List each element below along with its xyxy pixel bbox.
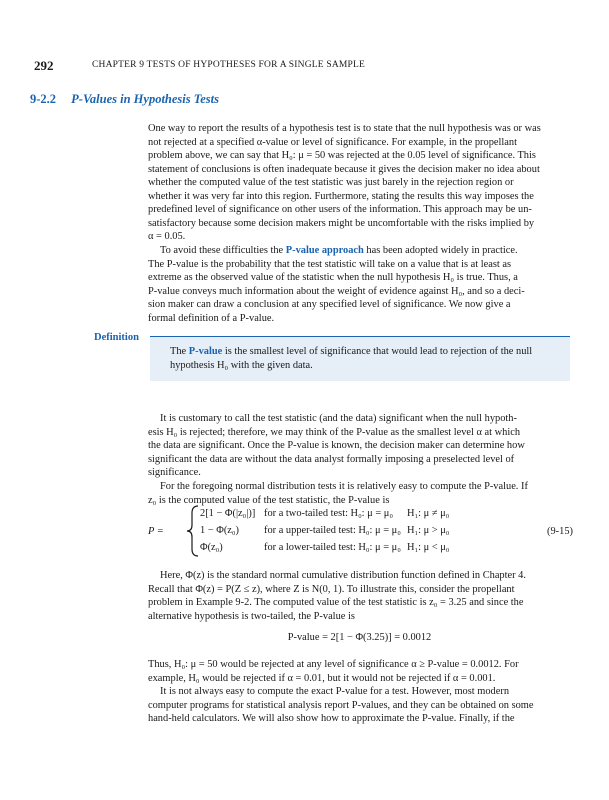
running-title: CHAPTER 9 TESTS OF HYPOTHESES FOR A SINGLE SAMPLE — [92, 60, 366, 70]
paragraph-2 — [148, 244, 571, 325]
paragraph-7 — [148, 685, 571, 726]
text-line: sion maker can draw a conclusion at any specified level of significance. We now give a — [148, 299, 511, 311]
text-line: z₀ is the computed value of the test statistic, the P-value is — [148, 494, 390, 506]
text-line: problem in Example 9-2. The computed value of the test statistic is z₀ = 3.25 and since the — [148, 597, 524, 609]
equation-number: (9-15) — [547, 526, 573, 537]
text-line: whether it was very far into this region. Furthermore, stating the results this way imposes the — [148, 190, 534, 202]
case-alternative: H₁: μ < μ₀ — [407, 542, 450, 553]
text-line: It is not always easy to compute the exact P-value for a test. However, most modern — [160, 686, 510, 697]
text-line: not rejected at a specified α-value or level of significance. For example, in the propellant — [148, 136, 517, 148]
definition-text: The P-value is the smallest level of significance that would lead to rejection of the null hypothesis H₀ with the given data. — [170, 346, 533, 371]
text-line: formal definition of a P-value. — [148, 312, 275, 324]
text-line: the data are significant. Once the P-value is known, the decision maker can determine how — [148, 440, 525, 452]
text-line: Here, Φ(z) is the standard normal cumulative distribution function defined in Chapter 4. — [160, 570, 526, 581]
definition-label: Definition — [94, 332, 139, 343]
text-line: example, H₀ would be rejected if α = 0.01, but it would not be rejected if α = 0.001. — [148, 672, 496, 684]
definition-box — [150, 336, 570, 381]
p-value-computation: P-value = 2[1 − Φ(3.25)] = 0.0012 — [287, 632, 432, 643]
text-line: statement of conclusions is often inadequate because it gives the decision maker no idea about — [148, 163, 540, 175]
text-line: satisfactory because some decision makers might be uncomfortable with the risks implied by — [148, 217, 535, 229]
left-brace-icon — [186, 505, 200, 557]
case-alternative: H₁: μ ≠ μ₀ — [407, 508, 450, 519]
page-header — [34, 58, 575, 76]
case-formula: Φ(z₀) — [200, 542, 223, 553]
text-line — [148, 244, 571, 258]
case-alternative: H₁: μ > μ₀ — [407, 525, 450, 536]
equation-9-15 — [148, 505, 573, 557]
text-line: significant the data are without the data analyst formally imposing a preselected level of — [148, 453, 515, 465]
case-condition: for a lower-tailed test: H₀: μ = μ₀ — [264, 542, 401, 553]
case-condition: for a upper-tailed test: H₀: μ = μ₀ — [264, 525, 401, 536]
text-line: α = 0.05. — [148, 231, 186, 243]
paragraph-3 — [148, 412, 571, 480]
text-line: One way to report the results of a hypothesis test is to state that the null hypothesis was or was — [148, 123, 541, 134]
text-line: significance. — [148, 467, 201, 479]
case-formula: 2[1 − Φ(|z₀|)] — [200, 508, 256, 519]
p-value-approach-term: P-value approach — [285, 245, 364, 256]
para2-rest: has been adopted widely in practice. — [366, 245, 518, 256]
text-line: P-value conveys much information about the weight of evidence against H₀, and so a deci- — [148, 285, 525, 297]
section-heading — [30, 92, 219, 107]
text-line: alternative hypothesis is two-tailed, the P-value is — [148, 610, 355, 622]
text-line: problem above, we can say that H₀: μ = 50 was rejected at the 0.05 level of significance. This — [148, 150, 536, 162]
paragraph-5 — [148, 569, 571, 623]
paragraph-6 — [148, 658, 571, 685]
text-line: Thus, H₀: μ = 50 would be rejected at any level of significance α ≥ P-value = 0.0012. For — [148, 659, 519, 670]
page-number: 292 — [34, 58, 54, 73]
case-formula: 1 − Φ(z₀) — [200, 525, 240, 536]
paragraph-4 — [148, 480, 571, 507]
text-line: whether the computed value of the test statistic was just barely in the rejection region or — [148, 177, 514, 189]
section-number: 9-2.2 — [30, 92, 57, 106]
text-line: extreme as the observed value of the statistic when the null hypothesis H₀ is true. Thus, a — [148, 272, 518, 284]
text-line: hand-held calculators. We will also show how to approximate the P-value. Finally, if the — [148, 713, 515, 725]
equation-lhs: P = — [148, 526, 164, 537]
text-line: Recall that Φ(z) = P(Z ≤ z), where Z is N(0, 1). To illustrate this, consider the propellant — [148, 583, 515, 595]
section-title: P-Values in Hypothesis Tests — [71, 92, 219, 106]
text-line: It is customary to call the test statistic (and the data) significant when the null hypoth- — [160, 413, 517, 424]
text-line: For the foregoing normal distribution tests it is relatively easy to compute the P-value. If — [160, 481, 528, 492]
case-condition: for a two-tailed test: H₀: μ = μ₀ — [264, 508, 393, 519]
text-line: esis H₀ is rejected; therefore, we may think of the P-value as the smallest level α at which — [148, 426, 521, 438]
paragraph-1 — [148, 122, 571, 244]
para2-start: To avoid these difficulties the — [160, 245, 284, 256]
text-line: computer programs for statistical analysis report P-values, and they can be obtained on some — [148, 699, 534, 711]
text-line: predefined level of significance on other users of the information. This approach may be un- — [148, 204, 532, 216]
p-value-term: P-value — [188, 346, 223, 357]
text-line: The P-value is the probability that the test statistic will take on a value that is at least as — [148, 258, 512, 270]
